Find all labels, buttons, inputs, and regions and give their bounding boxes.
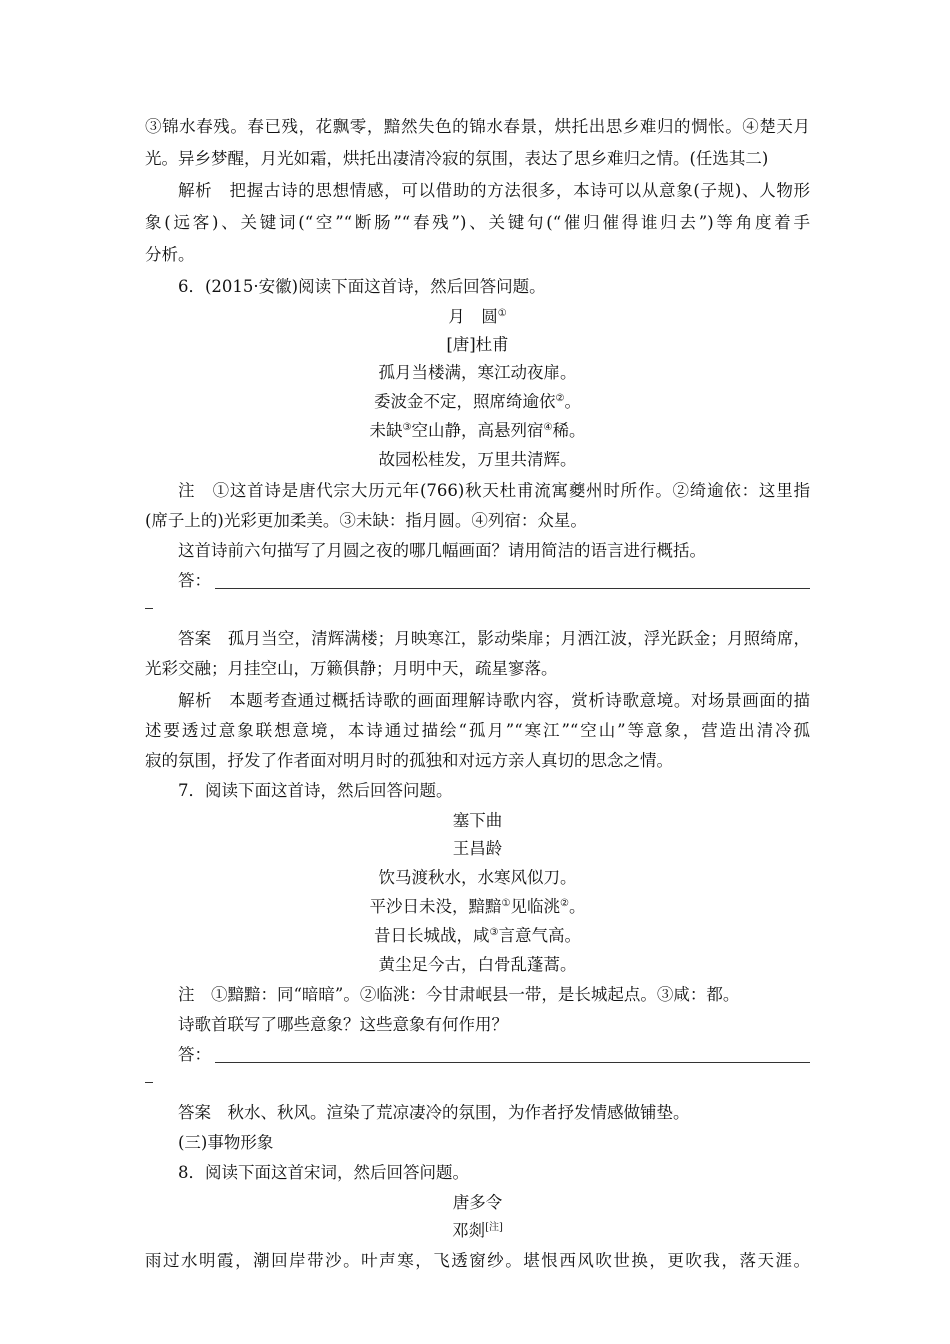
text-line: 光。异乡梦醒，月光如霜，烘托出凄清冷寂的氛围，表达了思乡难归之情。(任选其二)	[145, 149, 769, 168]
answer-paragraph: 答案 孤月当空，清辉满楼；月映寒江，影动柴扉；月洒江波，浮光跃金；月照绮席，	[178, 629, 810, 648]
poem-line: 饮马渡秋水，水寒风似刀。	[378, 868, 577, 887]
text-line: ③锦水春残。春已残，花飘零，黯然失色的锦水春景，烘托出思乡难归的惆怅。④楚天月	[145, 117, 810, 136]
analysis-paragraph: 解析 把握古诗的思想情感，可以借助的方法很多，本诗可以从意象(子规)、人物形	[178, 181, 810, 200]
text-line: 分析。	[145, 245, 195, 264]
poem-line: 雨过水明霞，潮回岸带沙。叶声寒，飞透窗纱。堪恨西风吹世换，更吹我，落天涯。	[145, 1251, 810, 1270]
answer-blank[interactable]	[215, 1062, 810, 1063]
poem-author: 王昌龄	[452, 839, 503, 858]
poem-line: 孤月当楼满，寒江动夜扉。	[378, 363, 577, 382]
text-line: 象(远客)、关键词(“空”“断肠”“春残”)、关键句(“催归催得谁归去”)等角度着手	[145, 213, 810, 232]
note-paragraph: 注 ①这首诗是唐代宗大历元年(766)秋天杜甫流寓夔州时所作。②绮逾依：这里指	[178, 481, 810, 500]
answer-blank-dash	[145, 608, 153, 609]
question-6: 6．(2015·安徽)阅读下面这首诗，然后回答问题。	[178, 277, 546, 296]
poem-title: 唐多令	[452, 1193, 503, 1212]
poem-line: 故园松桂发，万里共清辉。	[378, 450, 577, 469]
answer-line: 光彩交融；月挂空山，万籁俱静；月明中天，疏星寥落。	[145, 659, 558, 678]
section-heading: (三)事物形象	[178, 1133, 274, 1152]
poem-author: 邓剡[注]	[452, 1221, 503, 1240]
poem-line: 未缺③空山静，高悬列宿④稀。	[369, 421, 586, 440]
analysis-line: 寂的氛围，抒发了作者面对明月时的孤独和对远方亲人真切的思念之情。	[145, 751, 673, 770]
answer-blank[interactable]	[215, 588, 810, 589]
note-line: (席子上的)光彩更加柔美。③未缺：指月圆。④列宿：众星。	[145, 511, 587, 530]
analysis-paragraph: 解析 本题考查通过概括诗歌的画面理解诗歌内容，赏析诗歌意境。对场景画面的描	[178, 691, 810, 710]
poem-title: 塞下曲	[452, 811, 503, 830]
answer-label: 答：	[178, 571, 211, 590]
poem-line: 昔日长城战，咸③言意气高。	[374, 926, 581, 945]
analysis-line: 述要透过意象联想意境，本诗通过描绘“孤月”“寒江”“空山”等意象，营造出清冷孤	[145, 721, 810, 740]
poem-author: [唐]杜甫	[446, 335, 509, 354]
answer-line: 答案 秋水、秋风。渲染了荒凉凄冷的氛围，为作者抒发情感做铺垫。	[178, 1103, 690, 1122]
question-text: 诗歌首联写了哪些意象？这些意象有何作用？	[178, 1015, 508, 1034]
answer-blank-dash	[145, 1082, 153, 1083]
poem-line: 黄尘足今古，白骨乱蓬蒿。	[378, 955, 577, 974]
question-7: 7．阅读下面这首诗，然后回答问题。	[178, 781, 453, 800]
question-8: 8．阅读下面这首宋词，然后回答问题。	[178, 1163, 469, 1182]
poem-line: 委波金不定，照席绮逾依②。	[374, 392, 581, 411]
question-text: 这首诗前六句描写了月圆之夜的哪几幅画面？请用简洁的语言进行概括。	[178, 541, 706, 560]
answer-label: 答：	[178, 1045, 211, 1064]
note-line: 注 ①黯黯：同“暗暗”。②临洮：今甘肃岷县一带，是长城起点。③咸：都。	[178, 985, 740, 1004]
poem-title: 月 圆①	[448, 307, 507, 326]
poem-line: 平沙日未没，黯黯①见临洮②。	[369, 897, 586, 916]
